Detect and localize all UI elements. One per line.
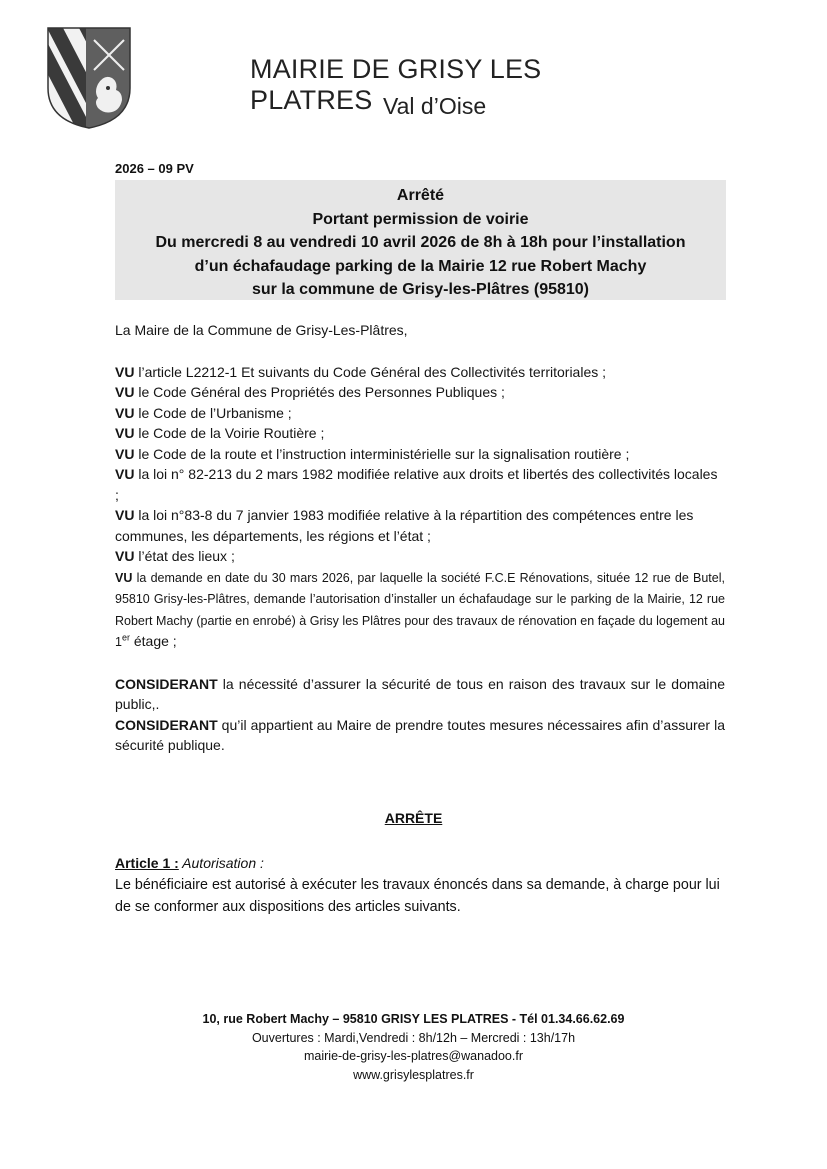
vu-item: VU le Code de l’Urbanisme ; xyxy=(115,404,292,421)
footer-website-link[interactable]: www.grisylesplatres.fr xyxy=(353,1067,474,1082)
arrete-heading: ARRÊTE xyxy=(384,810,443,826)
footer xyxy=(0,1010,827,1084)
considerant-item: CONSIDERANT la nécessité d’assurer la sécurité de tous en raison des travaux sur le domaine public,. xyxy=(115,675,725,712)
vu-item: VU l’état des lieux ; xyxy=(115,548,235,564)
department-subtitle: Val d’Oise xyxy=(383,93,487,119)
title-line: Du mercredi 8 au vendredi 10 avril 2026 de 8h à 18h pour l’installation xyxy=(155,234,686,251)
vu-item: VU le Code de la Voirie Routière ; xyxy=(115,425,325,441)
article-1-title: Article 1 : Autorisation : xyxy=(115,855,264,871)
arrete-title-block xyxy=(115,180,726,300)
vu-item: VU le Code Général des Propriétés des Personnes Publiques ; xyxy=(115,384,505,400)
title-line: sur la commune de Grisy-les-Plâtres (95810) xyxy=(251,281,590,298)
coat-of-arms-icon xyxy=(46,26,132,130)
article-1 xyxy=(115,852,725,918)
vu-item: VU la loi n° 82-213 du 2 mars 1982 modifiée relative aux droits et libertés des collectivités locales ; xyxy=(115,466,718,503)
vu-item: VU l’article L2212-1 Et suivants du Code Général des Collectivités territoriales ; xyxy=(115,363,607,380)
arrete-body xyxy=(115,320,725,756)
vu-demande: VU la demande en date du 30 mars 2026, par laquelle la société F.C.E Rénovations, située 12 rue de Butel, 95810 Grisy-les-Plâtres, demande l’autorisation d’installer un échafaudage sur le parking de la Mairie, 12 rue Robert Machy (partie en enrobé) à Grisy les Plâtres pour des travaux de rénovation en façade du logement au 1er étage ; xyxy=(115,570,725,649)
arrete-reference: 2026 – 09 PV xyxy=(115,161,194,176)
article-1-text: Le bénéficiaire est autorisé à exécuter les travaux énoncés dans sa demande, à charge pour lui de se conformer aux dispositions des articles suivants. xyxy=(115,877,720,915)
intro-line: La Maire de la Commune de Grisy-Les-Plâtres, xyxy=(115,322,408,338)
vu-item: VU la loi n°83-8 du 7 janvier 1983 modifiée relative à la répartition des compétences entre les communes, les départements, les régions et l’état ; xyxy=(115,507,694,544)
footer-address: 10, rue Robert Machy – 95810 GRISY LES PLATRES - Tél 01.34.66.62.69 xyxy=(202,1012,625,1026)
title-line: Portant permission de voirie xyxy=(312,210,529,228)
title-line: d’un échafaudage parking de la Mairie 12 rue Robert Machy xyxy=(194,257,647,275)
footer-email-link[interactable]: mairie-de-grisy-les-platres@wanadoo.fr xyxy=(303,1049,523,1063)
title-line: Arrêté xyxy=(396,187,445,204)
considerant-item: CONSIDERANT qu’il appartient au Maire de prendre toutes mesures nécessaires afin d’assurer la sécurité publique. xyxy=(115,716,725,753)
footer-hours: Ouvertures : Mardi,Vendredi : 8h/12h – Mercredi : 13h/17h xyxy=(251,1030,576,1045)
mairie-title: MAIRIE DE GRISY LES PLATRES xyxy=(250,54,542,115)
vu-item: VU le Code de la route et l’instruction interministérielle sur la signalisation routière ; xyxy=(115,445,630,462)
